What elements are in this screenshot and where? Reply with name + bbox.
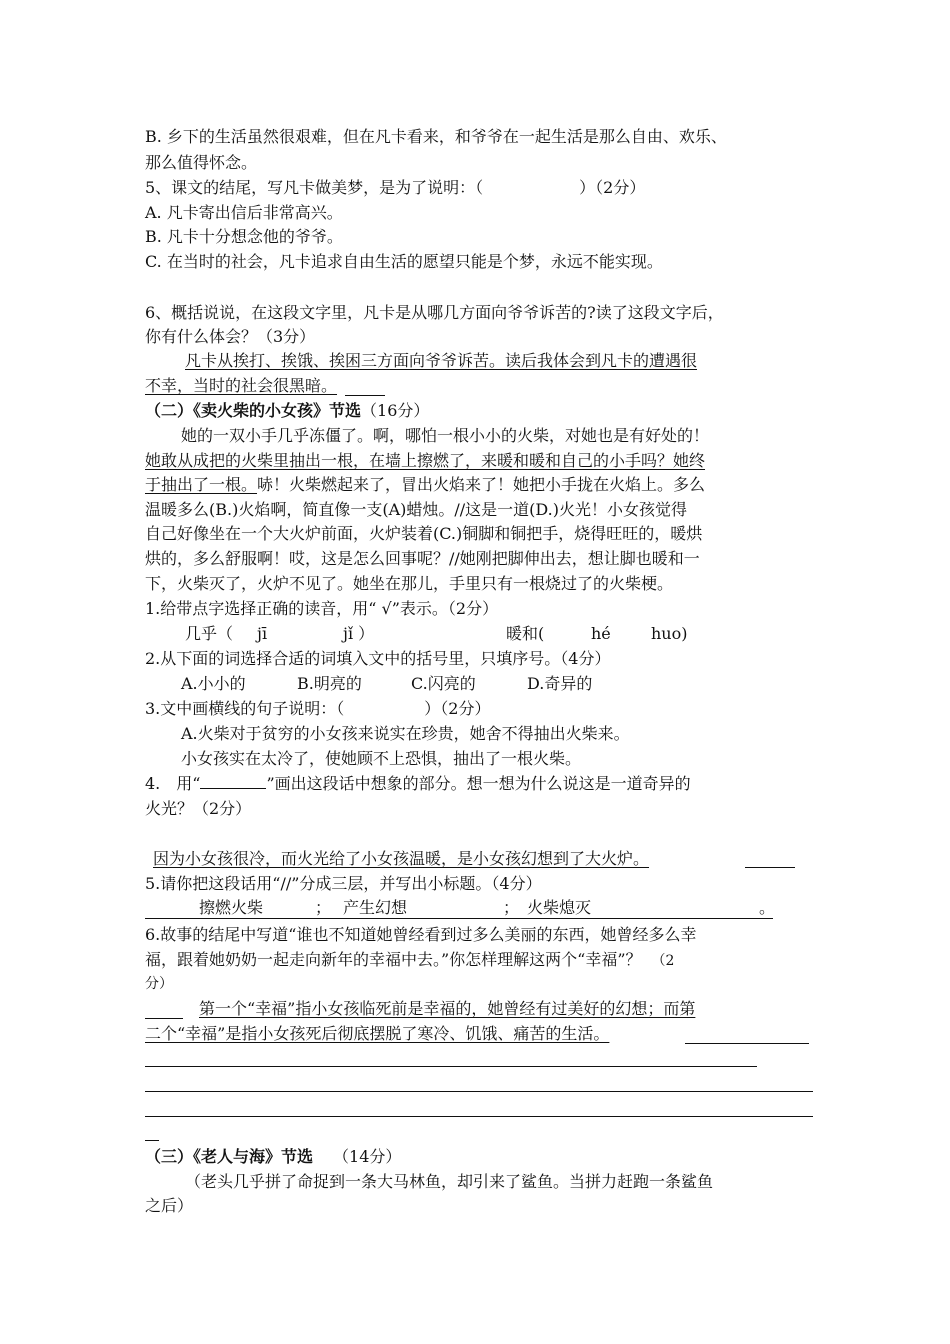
section-2-score: （16分） xyxy=(361,401,430,420)
a5-sep-1: ； xyxy=(315,898,332,917)
passage-line5: 自己好像坐在一个大火炉前面，火炉装着(C.)铜脚和铜把手，烧得旺旺的，暖烘 xyxy=(145,524,703,543)
passage-line2-underlined: 她敢从成把的火柴里抽出一根，在墙上擦燃了，来暖和暖和自己的小手吗？她终 xyxy=(145,451,706,470)
passage-line4: 温暖多么(B.)火焰啊，简直像一支(A)蜡烛。//这是一道(D.)火光！小女孩觉得 xyxy=(145,500,687,519)
answer-6-line2-tail-rule xyxy=(685,1043,809,1044)
section-2-heading xyxy=(145,400,429,422)
q5-option-a: A. 凡卡寄出信后非常高兴。 xyxy=(145,203,343,222)
question-6-line1: 6、概括说说，在这段文字里，凡卡是从哪几方面向爷爷诉苦的?读了这段文字后， xyxy=(145,303,724,322)
answer-4-rule xyxy=(745,867,795,868)
q1-word-2-option-b: huo) xyxy=(651,624,688,643)
s2-question-4-line2: 火光？（2分） xyxy=(145,799,252,818)
section-3-heading xyxy=(145,1146,401,1168)
s2-question-1: 1.给带点字选择正确的读音，用“ √”表示。（2分） xyxy=(145,599,499,618)
s2-question-4-line1 xyxy=(145,773,691,795)
answer-6-line1: 凡卡从挨打、挨饿、挨困三方面向爷爷诉苦。读后我体会到凡卡的遭遇很 xyxy=(185,351,698,370)
question-5: 5、课文的结尾，写凡卡做美梦，是为了说明：（ ）（2分） xyxy=(145,178,646,197)
s2-question-2: 2.从下面的词选择合适的词填入文中的括号里，只填序号。（4分） xyxy=(145,649,611,668)
passage-line7: 下，火柴灭了，火炉不见了。她坐在那儿，手里只有一根烧过了的火柴梗。 xyxy=(145,574,674,593)
a5-sep-2: ； xyxy=(503,898,520,917)
q6-score-start: （2 xyxy=(651,953,675,969)
q2-option-d: D.奇异的 xyxy=(527,674,593,693)
q4-rest: ”画出这段话中想象的部分。想一想为什么说这是一道奇异的 xyxy=(266,774,691,793)
q1-word-1: 几乎（ xyxy=(185,624,234,643)
blank-line-2 xyxy=(145,1091,813,1092)
s2-question-5: 5.请你把这段话用“//”分成三层，并写出小标题。（4分） xyxy=(145,874,542,893)
q1-word-2: 暖和( xyxy=(506,624,545,643)
q6-line2-text: 福，跟着她奶奶一起走向新年的幸福中去。”你怎样理解这两个“幸福”？ xyxy=(145,950,642,969)
s2-question-6-line1: 6.故事的结尾中写道“谁也不知道她曾经看到过多么美丽的东西，她曾经多么幸 xyxy=(145,925,697,944)
a5-title-1: 擦燃火柴 xyxy=(199,898,264,917)
section-3-intro-line2: 之后） xyxy=(145,1196,194,1215)
q5-option-c: C. 在当时的社会，凡卡追求自由生活的愿望只能是个梦，永远不能实现。 xyxy=(145,252,663,271)
answer-6-line2: 不幸，当时的社会很黑暗。 xyxy=(145,376,338,395)
a5-title-2: 产生幻想 xyxy=(343,898,408,917)
q3-option-a: A.火柴对于贫穷的小女孩来说实在珍贵，她舍不得抽出火柴来。 xyxy=(181,724,630,743)
section-3-score: （14分） xyxy=(333,1147,402,1166)
a5-end: 。 xyxy=(759,898,776,917)
q1-word-1-option-a: jī xyxy=(257,624,268,643)
passage-line1: 她的一双小手几乎冻僵了。啊，哪怕一根小小的火柴，对她也是有好处的！ xyxy=(181,426,710,445)
answer-6-line2: 二个“幸福”是指小女孩死后彻底摆脱了寒冷、饥饿、痛苦的生活。 xyxy=(145,1024,610,1043)
answer-6-line2-rule xyxy=(345,395,385,396)
option-b-line2: 那么值得怀念。 xyxy=(145,153,258,172)
q2-option-c: C.闪亮的 xyxy=(411,674,476,693)
passage-line3-rest: 哧！火柴燃起来了，冒出火焰来了！她把小手拢在火焰上。多么 xyxy=(257,475,706,494)
q4-prefix: 4. 用“ xyxy=(145,774,201,793)
q5-option-b: B. 凡卡十分想念他的爷爷。 xyxy=(145,227,343,246)
section-3-title: （三）《老人与海》节选 xyxy=(145,1147,314,1166)
s2-question-6-line3: 分） xyxy=(145,976,173,992)
passage-line6: 烘的，多么舒服啊！哎，这是怎么回事呢？//她刚把脚伸出去，想让脚也暖和一 xyxy=(145,549,700,568)
a5-title-3: 火柴熄灭 xyxy=(527,898,592,917)
option-b-line1: B. 乡下的生活虽然很艰难，但在凡卡看来，和爷爷在一起生活是那么自由、欢乐、 xyxy=(145,127,727,146)
section-3-intro-line1: （老头几乎拼了命捉到一条大马林鱼，却引来了鲨鱼。当拼力赶跑一条鲨鱼 xyxy=(185,1172,714,1191)
blank-line-4 xyxy=(145,1140,159,1141)
q1-word-2-option-a: hé xyxy=(591,624,611,643)
q3-option-b: 小女孩实在太冷了，使她顾不上恐惧，抽出了一根火柴。 xyxy=(181,749,582,768)
question-6-line2: 你有什么体会？（3分） xyxy=(145,327,316,346)
blank-line-3 xyxy=(145,1116,813,1117)
s2-question-3: 3.文中画横线的句子说明：（ ）（2分） xyxy=(145,699,491,718)
q2-option-a: A.小小的 xyxy=(181,674,246,693)
section-2-title: （二）《卖火柴的小女孩》节选 xyxy=(145,401,362,420)
passage-line3 xyxy=(145,474,705,496)
answer-6-lead-rule xyxy=(145,1018,183,1019)
q2-option-b: B.明亮的 xyxy=(297,674,362,693)
q1-word-1-option-b: jǐ ） xyxy=(343,624,375,643)
s2-question-6-line2 xyxy=(145,949,674,972)
answer-6-line1: 第一个“幸福”指小女孩临死前是幸福的，她曾经有过美好的幻想；而第 xyxy=(199,999,696,1018)
answer-4: 因为小女孩很冷，而火光给了小女孩温暖，是小女孩幻想到了大火炉。 xyxy=(153,849,650,868)
blank-line-1 xyxy=(145,1066,757,1067)
q4-blank xyxy=(200,774,266,789)
passage-line3-underlined: 于抽出了一根。 xyxy=(145,475,258,494)
